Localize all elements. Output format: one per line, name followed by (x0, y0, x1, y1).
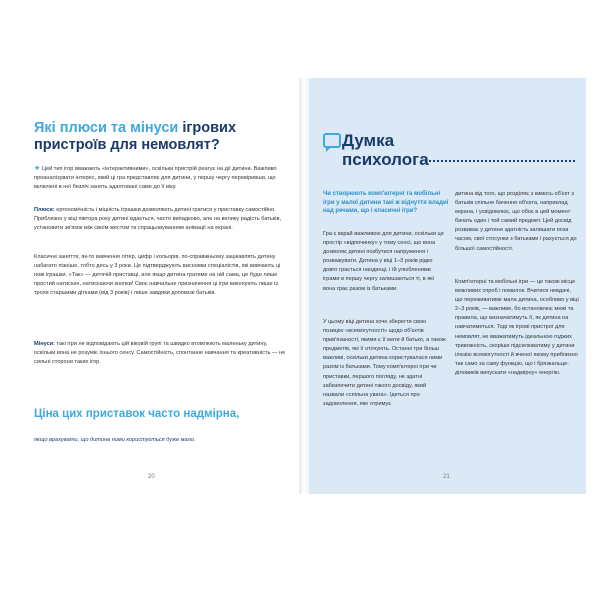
col1-para1: Гра є вкрай важливою для дитини, оскільки це простір «відпочинку» у тому сенсі, що вона дозволяє дитині позбутися напруження і розважувати. Дитина у віці 1–3 років рідко довго грається наодинці, і їй улюбленими іграми в першу чергу залишаються ті, в які вона грає разом із батьками. (323, 231, 444, 292)
title-part-3: для немовлят? (106, 137, 220, 153)
col1-para2: У цьому віці дитина хоче зберегти свою позицію «всемогутності» щодо об'єктів прив'язаності, якими є її мати й батько, а також предметів, які її оточують. Останні три більш важливі, оскільки дитина користувалася ними разом із батьками. Тому комп'ютерні ігри чи приставки, першого погляду, не здатні забезпечити дитині такого досвіду, який назвали «спільна увага». Ідеться про задоволення, яке отримує (323, 319, 446, 407)
title-part-2: ігрових пристроїв (34, 120, 237, 153)
right-page-title (342, 131, 429, 169)
pluses-paragraph (34, 206, 289, 233)
book-spread (20, 78, 586, 494)
pull-quote-sub: якщо врахувати, що дитина ними користується дуже мало. (34, 437, 196, 443)
page-number-left: 20 (148, 474, 155, 480)
classic-paragraph (34, 253, 289, 298)
question-text: Чи створюють комп'ютерні та мобільні ігри у малої дитини такі ж відчуття владиі над речами, що і класичні ігри? (323, 191, 449, 214)
minuses-label: Мінуси: (34, 341, 55, 347)
left-page (20, 78, 299, 494)
book-gutter (299, 78, 309, 494)
page-number-right: 21 (443, 474, 450, 480)
star-icon: ★ (34, 165, 41, 172)
classic-text: Класичні заняття, як-то вивчення літер, цифр і кольорів, по-справжньому зацікавлять дитину набагато пізніше, тобто десь у 3 роки. Це підтверджують висновки спеціалістів, які вивчають ці нові іграшки. «Так» — дитячій приставці, але якщо дитина гратиме на ній сама, це буде лише простий натискач, натискаючи кнопки! Своє навчальне призначення ці ігри виконують лише із трохи старшими дітками (від 3 років) і лише завдяки допомозі батьків. (34, 254, 281, 297)
pull-quote: Ціна цих приставок часто надмірна, (34, 408, 240, 420)
intro-paragraph (34, 164, 289, 192)
pluses-text: ергономічність і міцність іграшки дозволяють дитині гратися у приставку самостійно. Приблизно у віці півтора року дитині вдається, часто випадково, але на велику радість батьків, установити зв'язок між своїм жестом та спрацьовуванням анімації на екрані. (34, 207, 282, 232)
intro-text: Цей тип ігор вважають «інтерактивними», оскільки пристрій реагує на дії дитини. Важливо проаналізувати інтерес, який ці гра представляє для дитини, у першу чергу перевіривши, що включені в неї безліч занять адаптовані саме до її віку. (34, 166, 277, 191)
minuses-text: такі ігри не відповідають цій віковій групі та швидко втомлюють маленьку дитину, оскільки вона не розуміє їхнього сенсу. Самостійність, спонтанне навчання та креативність — не сильні сторони таких ігор. (34, 341, 286, 366)
minuses-paragraph (34, 340, 289, 367)
pluses-label: Плюси: (34, 207, 55, 213)
col2-para1: дитина від того, що розділяє з кимось об'єкт з батьків спільне бачення об'єкта, наприклад екрана, і усвідомлює, що обоє в цей момент бачать один і той самий предмет. Цей досвід розвиває у дитини здатність залишати поза часом, свої стосунки з батьками і рахується до більшої самостійності. (455, 191, 577, 252)
col2-para2: Комп'ютерні та мобільні ігри — це також місце можливих спроб і помилок. Вчитися невдачі, що переживатиме мала дитина, особливо у віці 2–3 років, — важливе, бо встановлює межі та правила, що визначатимуть її, як дитина на навчатиметься. Тоді як ігрові пристрої для немовлят, не вважатимуть ідеальною годжих тривожність, скоріше підсилюватиму у дитини ілюзію всемогутності й вченої якому приблизно так само за саму функцію, що і брязкальце-діловиків випускати «надмірну» енергію. (455, 279, 579, 376)
title-line-2: психолога (342, 150, 429, 169)
speech-bubble-icon (323, 133, 341, 148)
dotted-leader (425, 158, 575, 162)
right-page (309, 78, 586, 494)
title-part-1: Які плюси та мінуси (34, 120, 183, 136)
left-page-title (34, 120, 284, 154)
title-line-1: Думка (342, 131, 395, 150)
